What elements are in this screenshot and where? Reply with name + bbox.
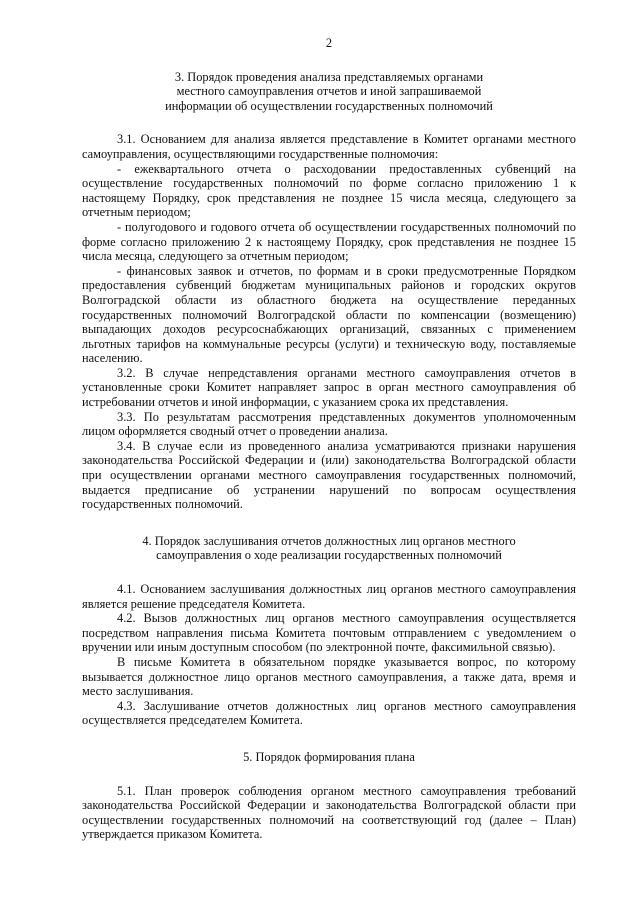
list-item-annual-report: - полугодового и годового отчета об осуществлении государственных полномочий по форме согласно приложению 2 к настоящему Порядку, срок представления не позднее 15 числа месяца, следующего за отчетным периодом;	[82, 219, 576, 264]
section-4-heading-line: самоуправления о ходе реализации государственных полномочий	[156, 548, 502, 563]
section-3-heading-line: информации об осуществлении государственных полномочий	[165, 98, 493, 113]
paragraph-5-1: 5.1. План проверок соблюдения органом местного самоуправления требований законодательства Российской Федерации и законодательства Волгоградской области при осуществлении государственных полномочий на соответствующий год (далее – План) утверждается приказом Комитета.	[82, 783, 576, 842]
list-item-quarterly-report: - ежеквартального отчета о расходовании предоставленных субвенций на осуществление государственных полномочий по форме согласно приложению 1 к настоящему Порядку, срок представления не позднее 15 числа месяца, следующего за отчетным периодом;	[82, 161, 576, 220]
section-4-heading-line: 4. Порядок заслушивания отчетов должностных лиц органов местного	[142, 533, 516, 548]
paragraph-3-3: 3.3. По результатам рассмотрения представленных документов уполномоченным лицом оформляется сводный отчет о проведении анализа.	[82, 409, 576, 439]
paragraph-3-2: 3.2. В случае непредставления органами местного самоуправления отчетов в установленные сроки Комитет направляет запрос в орган местного самоуправления об истребовании отчетов и иной информации, с указанием срока их представления.	[82, 365, 576, 410]
section-5-heading-line: 5. Порядок формирования плана	[243, 749, 415, 764]
section-5-heading	[82, 750, 576, 765]
paragraph-4-2-letter: В письме Комитета в обязательном порядке указывается вопрос, по которому вызывается должностное лицо органов местного самоуправления, а также дата, время и место заслушивания.	[82, 654, 576, 699]
section-3-heading	[82, 70, 576, 114]
paragraph-3-4: 3.4. В случае если из проведенного анализа усматриваются признаки нарушения законодательства Российской Федерации и (или) законодательства Волгоградской области при осуществлении органами местного самоуправления государственных полномочий, выдается предписание об устранении нарушений по вопросам осуществления государственных полномочий.	[82, 438, 576, 512]
paragraph-4-1: 4.1. Основанием заслушивания должностных лиц органов местного самоуправления является решение председателя Комитета.	[82, 582, 576, 611]
section-3-heading-line: местного самоуправления отчетов и иной запрашиваемой	[176, 84, 482, 99]
page-number: 2	[325, 36, 333, 50]
paragraph-3-1: 3.1. Основанием для анализа является представление в Комитет органами местного самоуправления, осуществляющими государственные полномочия:	[82, 132, 576, 161]
section-3-heading-line: 3. Порядок проведения анализа представляемых органами	[174, 69, 484, 84]
paragraph-4-2: 4.2. Вызов должностных лиц органов местного самоуправления осуществляется посредством направления письма Комитета почтовым отправлением с уведомлением о вручении или иным доступным способом (по электронной почте, факсимильной связью).	[82, 611, 576, 655]
list-item-financial-requests: - финансовых заявок и отчетов, по формам и в сроки предусмотренные Порядком предоставления субвенций бюджетам муниципальных районов и городских округов Волгоградской области из областного бюджета на осуществление переданных государственных полномочий Волгоградской области по компенсации (возмещению) выпадающих доходов ресурсоснабжающих организаций, связанных с применением льготных тарифов на коммунальные ресурсы (услуги) и техническую воду, поставляемые населению.	[82, 263, 576, 366]
section-4-heading	[82, 534, 576, 563]
paragraph-4-3: 4.3. Заслушивание отчетов должностных лиц органов местного самоуправления осуществляется председателем Комитета.	[82, 698, 576, 728]
